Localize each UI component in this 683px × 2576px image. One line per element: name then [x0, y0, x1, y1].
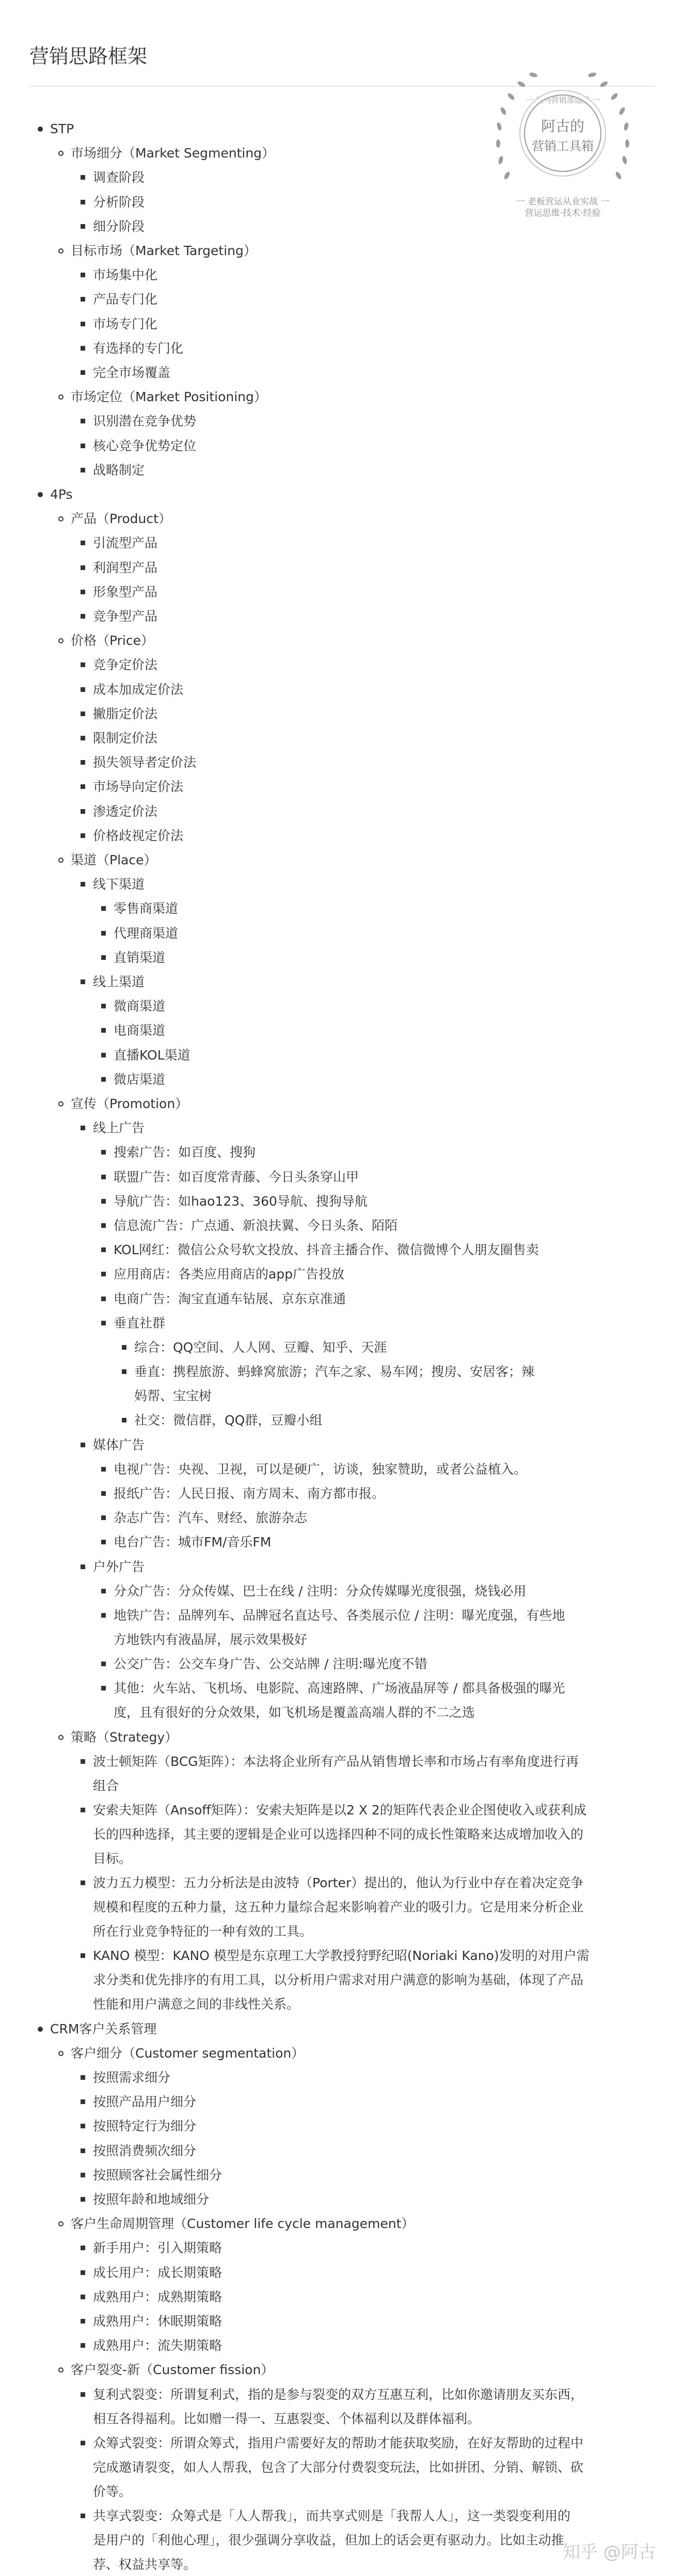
outline-bullet-icon	[81, 2441, 85, 2445]
outline-item-level-0: STP	[50, 121, 74, 136]
outline-item-level-2: 长的四种选择，其主要的逻辑是企业可以选择四种不同的成长性策略来达成增加收入的	[93, 1827, 584, 1842]
outline-bullet-icon	[81, 468, 85, 472]
outline-bullet-icon	[81, 2148, 85, 2153]
outline-bullet-icon	[81, 590, 85, 594]
outline-bullet-icon	[58, 516, 63, 521]
outline-item-level-3: KOL网红：微信公众号软文投放、抖音主播合作、微信微博个人朋友圈售卖	[114, 1242, 539, 1258]
outline-bullet-icon	[81, 2343, 85, 2348]
outline-bullet-icon	[58, 248, 63, 254]
outline-item-level-2: 识别潜在竞争优势	[93, 414, 197, 429]
logo-top-caption: 一 黑马营销部运营 一	[525, 96, 600, 105]
outline-item-level-2: 按照需求细分	[93, 2070, 171, 2085]
outline-item-level-2: 安索夫矩阵（Ansoff矩阵）：安索夫矩阵是以2 X 2的矩阵代表企业企图使收入或获利成	[93, 1803, 586, 1818]
outline-bullet-icon	[122, 1369, 126, 1374]
outline-bullet-icon	[38, 2027, 43, 2032]
outline-bullet-icon	[81, 784, 85, 789]
outline-item-level-2: 目标。	[93, 1851, 132, 1866]
outline-item-level-2: 成熟用户：休眠期策略	[93, 2314, 223, 2329]
outline-bullet-icon	[58, 1735, 63, 1740]
outline-item-level-3: 地铁广告：品牌列车、品牌冠名直达号、各类展示位 / 注明：曝光度强，有些地	[114, 1608, 565, 1623]
outline-bullet-icon	[81, 2319, 85, 2324]
outline-bullet-icon	[101, 1150, 106, 1155]
outline-item-level-2: 形象型产品	[93, 584, 158, 599]
outline-item-level-2: 众筹式裂变：所谓众筹式，指用户需要好友的帮助才能获取奖励，在好友帮助的过程中	[93, 2435, 584, 2451]
outline-item-level-3: 应用商店：各类应用商店的app广告投放	[114, 1267, 345, 1282]
outline-bullet-icon	[101, 1467, 106, 1472]
outline-item-level-2: 性能和用户满意之间的非线性关系。	[93, 1997, 300, 2012]
outline-bullet-icon	[81, 224, 85, 229]
outline-item-level-1: 渠道（Place）	[71, 852, 157, 867]
outline-bullet-icon	[58, 858, 63, 863]
outline-item-level-1: 客户裂变-新（Customer fission）	[71, 2362, 274, 2378]
outline-item-level-2: 按照产品用户细分	[93, 2094, 197, 2110]
logo-sub-line1: 一 老板营运从业实战 一	[516, 197, 610, 207]
outline-item-level-2: 完全市场覆盖	[93, 365, 171, 380]
outline-bullet-icon	[81, 346, 85, 351]
outline-item-level-3: 代理商渠道	[114, 925, 179, 941]
outline-bullet-icon	[101, 1589, 106, 1593]
outline-item-level-2: 分析阶段	[93, 194, 145, 210]
outline-item-level-2: 调查阶段	[93, 170, 145, 185]
outline-item-level-2: 成熟用户：成熟期策略	[93, 2289, 223, 2304]
outline-item-level-2: 有选择的专门化	[93, 340, 184, 356]
outline-item-level-3: 分众广告：分众传媒、巴士在线 / 注明：分众传媒曝光度很强，烧钱必用	[114, 1583, 527, 1599]
outline-bullet-icon	[81, 736, 85, 740]
outline-bullet-icon	[81, 882, 85, 887]
outline-bullet-icon	[58, 638, 63, 643]
outline-item-level-3: 信息流广告：广点通、新浪扶翼、今日头条、陌陌	[114, 1218, 398, 1233]
outline-item-level-1: 产品（Product）	[71, 511, 171, 527]
outline-bullet-icon	[101, 1491, 106, 1496]
outline-bullet-icon	[81, 175, 85, 180]
outline-item-level-2: 复利式裂变：所谓复利式，指的是参与裂变的双方互惠互利，比如你邀请朋友买东西，	[93, 2387, 584, 2402]
outline-bullet-icon	[58, 2367, 63, 2373]
outline-item-level-2: 按照顾客社会属性细分	[93, 2167, 223, 2183]
outline-item-level-2: 引流型产品	[93, 535, 158, 551]
outline-item-level-2: 新手用户：引入期策略	[93, 2240, 223, 2256]
outline-bullet-icon	[81, 2099, 85, 2104]
outline-item-level-3: 报纸广告：人民日报、南方周末、南方都市报。	[114, 1486, 385, 1501]
outline-bullet-icon	[101, 1540, 106, 1544]
outline-item-level-2: 细分阶段	[93, 218, 145, 234]
outline-item-level-2: 价格歧视定价法	[93, 828, 184, 843]
outline-bullet-icon	[101, 1613, 106, 1618]
outline-item-level-4: 社交：微信群，QQ群，豆瓣小组	[134, 1413, 323, 1428]
outline-bullet-icon	[58, 151, 63, 156]
outline-item-level-2: KANO 模型：KANO 模型是东京理工大学教授狩野纪昭(Noriaki Kano)发明的对用户需	[93, 1948, 590, 1964]
outline-item-level-3: 电商渠道	[114, 1023, 166, 1038]
outline-bullet-icon	[122, 1345, 126, 1350]
outline-item-level-3: 零售商渠道	[114, 901, 179, 916]
outline-item-level-1: 客户生命周期管理（Customer life cycle management）	[71, 2216, 415, 2232]
outline-item-level-2: 竞争型产品	[93, 609, 158, 624]
outline-item-level-2: 损失领导者定价法	[93, 755, 197, 770]
outline-item-level-1: 市场定位（Market Positioning）	[71, 389, 267, 405]
outline-bullet-icon	[101, 1297, 106, 1301]
outline-bullet-icon	[81, 419, 85, 423]
outline-bullet-icon	[81, 760, 85, 765]
outline-bullet-icon	[81, 2270, 85, 2275]
outline-bullet-icon	[81, 322, 85, 326]
outline-item-level-2: 渗透定价法	[93, 803, 158, 819]
outline-bullet-icon	[81, 2075, 85, 2080]
outline-item-level-3: 联盟广告：如百度常青藤、今日头条穿山甲	[114, 1169, 359, 1184]
outline-item-level-2: 限制定价法	[93, 731, 158, 746]
outline-bullet-icon	[122, 1418, 126, 1423]
outline-bullet-icon	[101, 1272, 106, 1276]
outline-bullet-icon	[81, 2514, 85, 2518]
outline-bullet-icon	[81, 809, 85, 814]
outline-item-level-0: CRM客户关系管理	[50, 2021, 157, 2036]
outline-item-level-3: 杂志广告：汽车、财经、旅游杂志	[114, 1510, 308, 1526]
outline-bullet-icon	[101, 906, 106, 911]
outline-item-level-2: 撇脂定价法	[93, 706, 158, 721]
logo-sub-line2: 营运思维·技术·经验	[525, 208, 601, 218]
outline-item-level-2: 战略制定	[93, 462, 145, 478]
outline-bullet-icon	[81, 1564, 85, 1569]
logo-name-line2: 营销工具箱	[532, 139, 594, 153]
outline-bullet-icon	[81, 297, 85, 302]
outline-item-level-3: 微店渠道	[114, 1071, 166, 1087]
outline-bullet-icon	[81, 2246, 85, 2250]
outline-item-level-3: 微商渠道	[114, 999, 166, 1014]
outline-bullet-icon	[101, 1223, 106, 1228]
outline-bullet-icon	[58, 394, 63, 400]
outline-bullet-icon	[81, 662, 85, 667]
outline-item-level-1: 策略（Strategy）	[71, 1729, 178, 1745]
outline-bullet-icon	[101, 931, 106, 936]
outline-item-level-2: 市场集中化	[93, 267, 158, 283]
outline-item-level-2: 荐、权益共享等。	[93, 2557, 197, 2572]
watermark: 知乎 @阿古	[563, 2542, 656, 2563]
outline-item-level-2: 核心竞争优势定位	[93, 438, 197, 453]
page-title: 营销思路框架	[29, 45, 148, 68]
outline-item-level-3: 电视广告：央视、卫视，可以是硬广，访谈，独家赞助，或者公益植入。	[114, 1461, 527, 1477]
outline-bullet-icon	[101, 1515, 106, 1520]
outline-item-level-3: 垂直社群	[114, 1315, 166, 1331]
outline-bullet-icon	[101, 1053, 106, 1057]
outline-item-level-2: 规模和程度的五种力量，这五种力量综合起来影响着产业的吸引力。它是用来分析企业	[93, 1900, 584, 1915]
outline-item-level-2: 按照特定行为细分	[93, 2119, 197, 2134]
outline-item-level-2: 共享式裂变：众筹式是「人人帮我」，而共享式则是「我帮人人」，这一类裂变利用的	[93, 2508, 571, 2523]
outline-item-level-4: 综合：QQ空间、人人网、豆瓣、知乎、天涯	[134, 1340, 387, 1355]
outline-item-level-2: 相互各得福利。比如赠一得一、互惠裂变、个体福利以及群体福利。	[93, 2411, 481, 2426]
outline-item-level-1: 宣传（Promotion）	[71, 1096, 188, 1111]
outline-bullet-icon	[81, 444, 85, 448]
outline-bullet-icon	[81, 200, 85, 204]
outline-item-level-2: 产品专门化	[93, 292, 158, 307]
outline-item-level-2: 线上渠道	[93, 974, 145, 989]
outline-bullet-icon	[101, 955, 106, 960]
outline-item-level-0: 4Ps	[50, 487, 73, 502]
outline-bullet-icon	[101, 1321, 106, 1325]
outline-bullet-icon	[38, 492, 43, 497]
outline-item-level-2: 竞争定价法	[93, 657, 158, 673]
outline-bullet-icon	[101, 1247, 106, 1252]
outline-item-level-2: 利润型产品	[93, 560, 158, 575]
outline-item-level-3: 直播KOL渠道	[114, 1047, 190, 1063]
outline-item-level-3: 搜索广告：如百度、搜狗	[114, 1145, 256, 1160]
outline-item-level-2: 成长用户：成长期策略	[93, 2265, 223, 2280]
outline-item-level-2: 按照年龄和地域细分	[93, 2192, 210, 2207]
outline-bullet-icon	[81, 1880, 85, 1885]
outline-item-level-2: 媒体广告	[93, 1437, 145, 1452]
outline-item-level-2: 是用户的「利他心理」，很少强调分享收益，但加上的话会更有驱动力。比如主动推	[93, 2533, 564, 2548]
outline-bullet-icon	[81, 687, 85, 692]
outline-item-level-3: 方地铁内有液晶屏，展示效果极好	[114, 1632, 308, 1647]
outline-bullet-icon	[81, 565, 85, 570]
logo-name-line1: 阿古的	[541, 118, 584, 135]
outline-bullet-icon	[81, 1953, 85, 1958]
outline-bullet-icon	[81, 2197, 85, 2202]
outline-item-level-1: 客户细分（Customer segmentation）	[71, 2045, 305, 2061]
outline-bullet-icon	[81, 614, 85, 619]
outline-item-level-2: 波士顿矩阵（BCG矩阵）：本法将企业所有产品从销售增长率和市场占有率角度进行再	[93, 1753, 579, 1769]
outline-item-level-2: 价等。	[93, 2484, 132, 2499]
outline-bullet-icon	[101, 1686, 106, 1690]
outline-bullet-icon	[81, 1808, 85, 1812]
outline-bullet-icon	[81, 2392, 85, 2397]
outline-bullet-icon	[58, 1101, 63, 1107]
outline-item-level-2: 市场导向定价法	[93, 779, 184, 795]
outline-item-level-2: 市场专门化	[93, 316, 158, 331]
outline-item-level-3: 公交广告：公交车身广告、公交站牌 / 注明:曝光度不错	[114, 1656, 427, 1672]
outline-item-level-3: 其他：火车站、飞机场、电影院、高速路牌、广场液晶屏等 / 都具备极强的曝光	[114, 1681, 565, 1696]
outline-bullet-icon	[81, 1126, 85, 1130]
outline-bullet-icon	[101, 1175, 106, 1179]
outline-item-level-3: 直销渠道	[114, 950, 166, 965]
outline-bullet-icon	[81, 370, 85, 375]
outline-bullet-icon	[81, 2295, 85, 2299]
outline-item-level-2: 线上广告	[93, 1120, 145, 1136]
outline-item-level-3: 导航广告：如hao123、360导航、搜狗导航	[114, 1193, 368, 1209]
outline-item-level-2: 完成邀请裂变，如人人帮我，包含了大部分付费裂变玩法，比如拼团、分销、解锁、砍	[93, 2459, 584, 2475]
outline-item-level-1: 价格（Price）	[71, 633, 154, 649]
outline-bullet-icon	[81, 2173, 85, 2177]
outline-item-level-2: 线下渠道	[93, 877, 145, 892]
outline-item-level-4: 垂直：携程旅游、蚂蜂窝旅游；汽车之家、易车网；搜房、安居客；辣	[134, 1364, 535, 1380]
outline-item-level-3: 电台广告：城市FM/音乐FM	[114, 1535, 272, 1550]
outline-item-level-2: 组合	[93, 1778, 119, 1793]
outline-bullet-icon	[81, 1443, 85, 1447]
outline-bullet-icon	[81, 2124, 85, 2128]
outline-item-level-2: 按照消费频次细分	[93, 2143, 197, 2158]
outline-bullet-icon	[81, 1759, 85, 1764]
outline-item-level-2: 所在行业竞争特征的一种有效的工具。	[93, 1924, 313, 1939]
outline-bullet-icon	[101, 1028, 106, 1033]
outline-bullet-icon	[81, 979, 85, 984]
outline-bullet-icon	[101, 1662, 106, 1666]
outline-item-level-2: 户外广告	[93, 1559, 145, 1574]
outline-item-level-2: 波力五力模型：五力分析法是由波特（Porter）提出的，他认为行业中存在着决定竞争	[93, 1875, 584, 1891]
outline-bullet-icon	[81, 712, 85, 716]
outline-bullet-icon	[58, 2051, 63, 2056]
outline-bullet-icon	[81, 273, 85, 277]
outline-item-level-1: 市场细分（Market Segmenting）	[71, 146, 275, 161]
outline-item-level-2: 求分类和优先排序的有用工具，以分析用户需求对用户满意的影响为基础，体现了产品	[93, 1972, 584, 1988]
outline-bullet-icon	[81, 541, 85, 545]
outline-bullet-icon	[101, 1199, 106, 1204]
outline-item-level-2: 成本加成定价法	[93, 682, 184, 697]
outline-bullet-icon	[58, 2221, 63, 2226]
outline-item-level-3: 度，且有很好的分众效果，如飞机场是覆盖高端人群的不二之选	[114, 1705, 475, 1720]
outline-item-level-1: 目标市场（Market Targeting）	[71, 243, 257, 258]
outline-item-level-4: 妈帮、宝宝树	[134, 1388, 212, 1404]
outline-bullet-icon	[81, 833, 85, 838]
outline-bullet-icon	[38, 127, 43, 132]
outline-bullet-icon	[101, 1004, 106, 1008]
outline-item-level-2: 成熟用户：流失期策略	[93, 2338, 223, 2353]
outline-item-level-3: 电商广告：淘宝直通车钻展、京东京准通	[114, 1291, 346, 1306]
outline-bullet-icon	[101, 1077, 106, 1082]
